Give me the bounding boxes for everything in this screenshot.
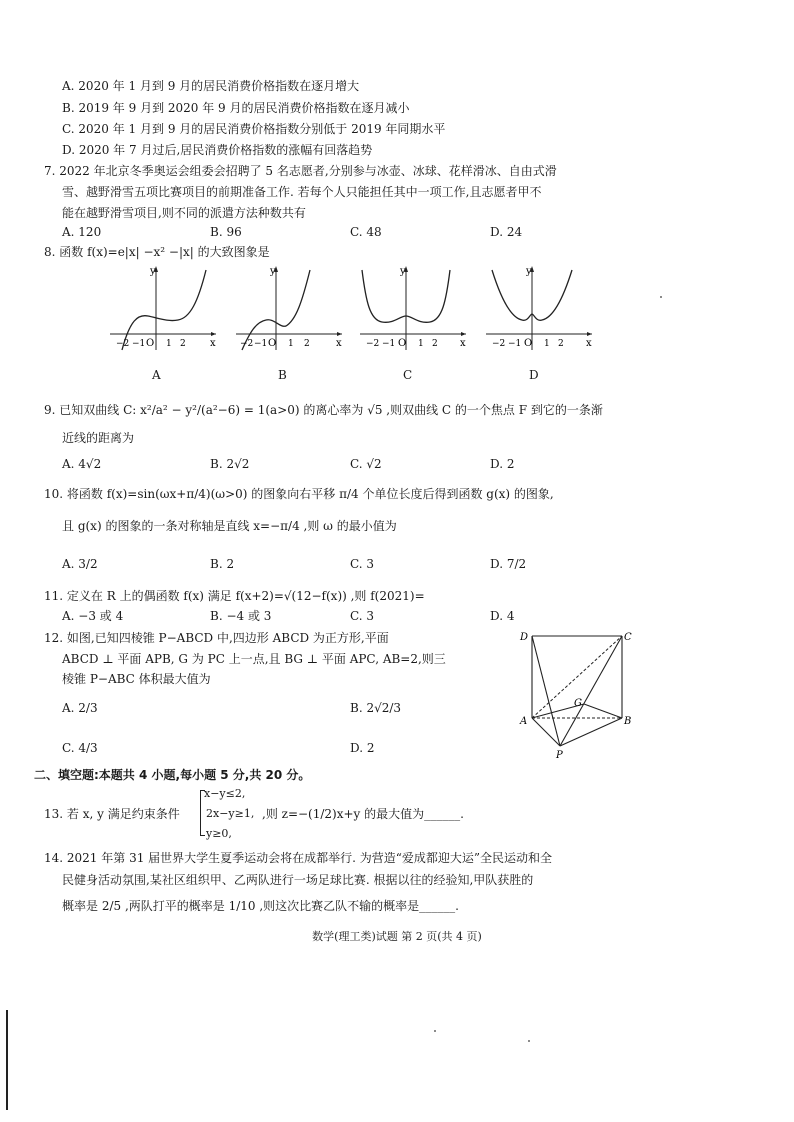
page-footer: 数学(理工类)试题 第 2 页(共 4 页) (312, 930, 482, 943)
q10-stem-line-2: 且 g(x) 的图象的一条对称轴是直线 x=−π/4 ,则 ω 的最小值为 (62, 519, 397, 533)
figure-label-a: A (520, 716, 528, 727)
graph-b-x-label: x (336, 338, 342, 349)
q6-option-b: B. 2019 年 9 月到 2020 年 9 月的居民消费价格指数在逐月减小 (62, 101, 410, 115)
figure-label-b: B (624, 716, 632, 727)
q9-option-c: C. √2 (350, 457, 382, 471)
graph-d-tick: −2 (492, 339, 506, 349)
q7-option-b: B. 96 (210, 225, 242, 239)
graph-b-origin: O (268, 338, 277, 349)
graph-d-x-label: x (586, 338, 592, 349)
graph-a-tick: 1 (166, 339, 172, 349)
q12-option-a: A. 2/3 (62, 701, 98, 715)
graph-d-caption: D (529, 368, 539, 382)
q14-stem-line-3: 概率是 2/5 ,两队打平的概率是 1/10 ,则这次比赛乙队不输的概率是______. (62, 899, 459, 913)
q13-stem: 13. 若 x, y 满足约束条件 (44, 807, 180, 821)
q6-option-d: D. 2020 年 7 月过后,居民消费价格指数的涨幅有回落趋势 (62, 143, 373, 157)
q11-stem: 11. 定义在 R 上的偶函数 f(x) 满足 f(x+2)=√(12−f(x)) ,则 f(2021)= (44, 589, 425, 603)
q8-graph-d (484, 262, 596, 352)
figure-label-g: G (574, 698, 582, 709)
q12-stem-line-1: 12. 如图,已知四棱锥 P−ABCD 中,四边形 ABCD 为正方形,平面 (44, 631, 389, 645)
q7-option-c: C. 48 (350, 225, 382, 239)
graph-c-caption: C (403, 368, 413, 382)
q7-option-d: D. 24 (490, 225, 523, 239)
graph-d-origin: O (524, 338, 533, 349)
scan-speck (660, 296, 662, 298)
q12-option-d: D. 2 (350, 741, 375, 755)
graph-c-tick: −1 (382, 339, 396, 349)
q12-pyramid-figure (516, 630, 636, 760)
graph-b-tick: −2 (240, 339, 254, 349)
q6-option-a: A. 2020 年 1 月到 9 月的居民消费价格指数在逐月增大 (62, 79, 360, 93)
q8-stem: 8. 函数 f(x)=e|x| −x² −|x| 的大致图象是 (44, 245, 270, 259)
graph-a-caption: A (152, 368, 161, 382)
graph-a-x-label: x (210, 338, 216, 349)
q13-condition-3: y≥0, (206, 827, 232, 840)
q14-stem-line-1: 14. 2021 年第 31 届世界大学生夏季运动会将在成都举行. 为营造“爱成都迎大运”全民运动和全 (44, 851, 553, 865)
q12-stem-line-3: 棱锥 P−ABC 体积最大值为 (62, 672, 211, 686)
graph-c-origin: O (398, 338, 407, 349)
q8-graph-b (234, 262, 346, 352)
q6-option-c: C. 2020 年 1 月到 9 月的居民消费价格指数分别低于 2019 年同期水平 (62, 122, 446, 136)
graph-a-tick: 2 (180, 339, 186, 349)
q9-stem-line-2: 近线的距离为 (62, 431, 135, 445)
graph-b-y-label: y (270, 266, 276, 277)
q7-stem-line-2: 雪、越野滑雪五项比赛项目的前期准备工作. 若每个人只能担任其中一项工作,且志愿者甲不 (62, 185, 542, 199)
scan-edge-mark (6, 1010, 8, 1110)
q11-option-b: B. −4 或 3 (210, 609, 272, 623)
q10-stem-line-1: 10. 将函数 f(x)=sin(ωx+π/4)(ω>0) 的图象向右平移 π/4 个单位长度后得到函数 g(x) 的图象, (44, 487, 554, 501)
graph-d-tick: −1 (508, 339, 522, 349)
q11-option-a: A. −3 或 4 (62, 609, 124, 623)
q13-tail: ,则 z=−(1/2)x+y 的最大值为______. (262, 807, 464, 821)
figure-label-c: C (624, 632, 632, 643)
q13-condition-1: x−y≤2, (204, 787, 246, 800)
q14-stem-line-2: 民健身活动氛围,某社区组织甲、乙两队进行一场足球比赛. 根据以往的经验知,甲队获胜的 (62, 873, 534, 887)
graph-c-tick: 1 (418, 339, 424, 349)
section-fill-in-title: 二、填空题:本题共 4 小题,每小题 5 分,共 20 分。 (34, 768, 311, 782)
graph-a-tick: −1 (132, 339, 146, 349)
graph-b-tick: 2 (304, 339, 310, 349)
q9-option-d: D. 2 (490, 457, 515, 471)
q10-option-a: A. 3/2 (62, 557, 98, 571)
graph-c-tick: −2 (366, 339, 380, 349)
graph-a-y-label: y (150, 266, 156, 277)
graph-d-tick: 2 (558, 339, 564, 349)
q11-option-d: D. 4 (490, 609, 515, 623)
graph-d-y-label: y (526, 266, 532, 277)
q13-brace (200, 790, 205, 836)
q10-option-b: B. 2 (210, 557, 235, 571)
scan-speck (528, 1040, 530, 1042)
graph-b-tick: 1 (288, 339, 294, 349)
scan-speck (434, 1030, 436, 1032)
graph-c-y-label: y (400, 266, 406, 277)
q12-stem-line-2: ABCD ⊥ 平面 APB, G 为 PC 上一点,且 BG ⊥ 平面 APC, AB=2,则三 (62, 652, 446, 666)
q7-stem-line-3: 能在越野滑雪项目,则不同的派遣方法种数共有 (62, 206, 306, 220)
graph-c-x-label: x (460, 338, 466, 349)
graph-a-tick: −2 (116, 339, 130, 349)
figure-label-p: P (556, 750, 563, 760)
q8-graph-a (108, 262, 220, 352)
graph-a-origin: O (146, 338, 155, 349)
q11-option-c: C. 3 (350, 609, 375, 623)
graph-b-caption: B (278, 368, 287, 382)
q13-condition-2: 2x−y≥1, (206, 807, 255, 820)
graph-b-tick: −1 (254, 339, 268, 349)
q10-option-c: C. 3 (350, 557, 375, 571)
q12-option-c: C. 4/3 (62, 741, 98, 755)
q10-option-d: D. 7/2 (490, 557, 527, 571)
q7-stem-line-1: 7. 2022 年北京冬季奥运会组委会招聘了 5 名志愿者,分别参与冰壶、冰球、花样滑冰、自由式滑 (44, 164, 557, 178)
figure-label-d: D (520, 632, 529, 643)
q9-option-b: B. 2√2 (210, 457, 250, 471)
graph-d-tick: 1 (544, 339, 550, 349)
q12-option-b: B. 2√2/3 (350, 701, 402, 715)
q9-stem-line-1: 9. 已知双曲线 C: x²/a² − y²/(a²−6) = 1(a>0) 的离心率为 √5 ,则双曲线 C 的一个焦点 F 到它的一条渐 (44, 403, 603, 417)
q8-graph-c (358, 262, 470, 352)
q9-option-a: A. 4√2 (62, 457, 102, 471)
q7-option-a: A. 120 (62, 225, 102, 239)
graph-c-tick: 2 (432, 339, 438, 349)
